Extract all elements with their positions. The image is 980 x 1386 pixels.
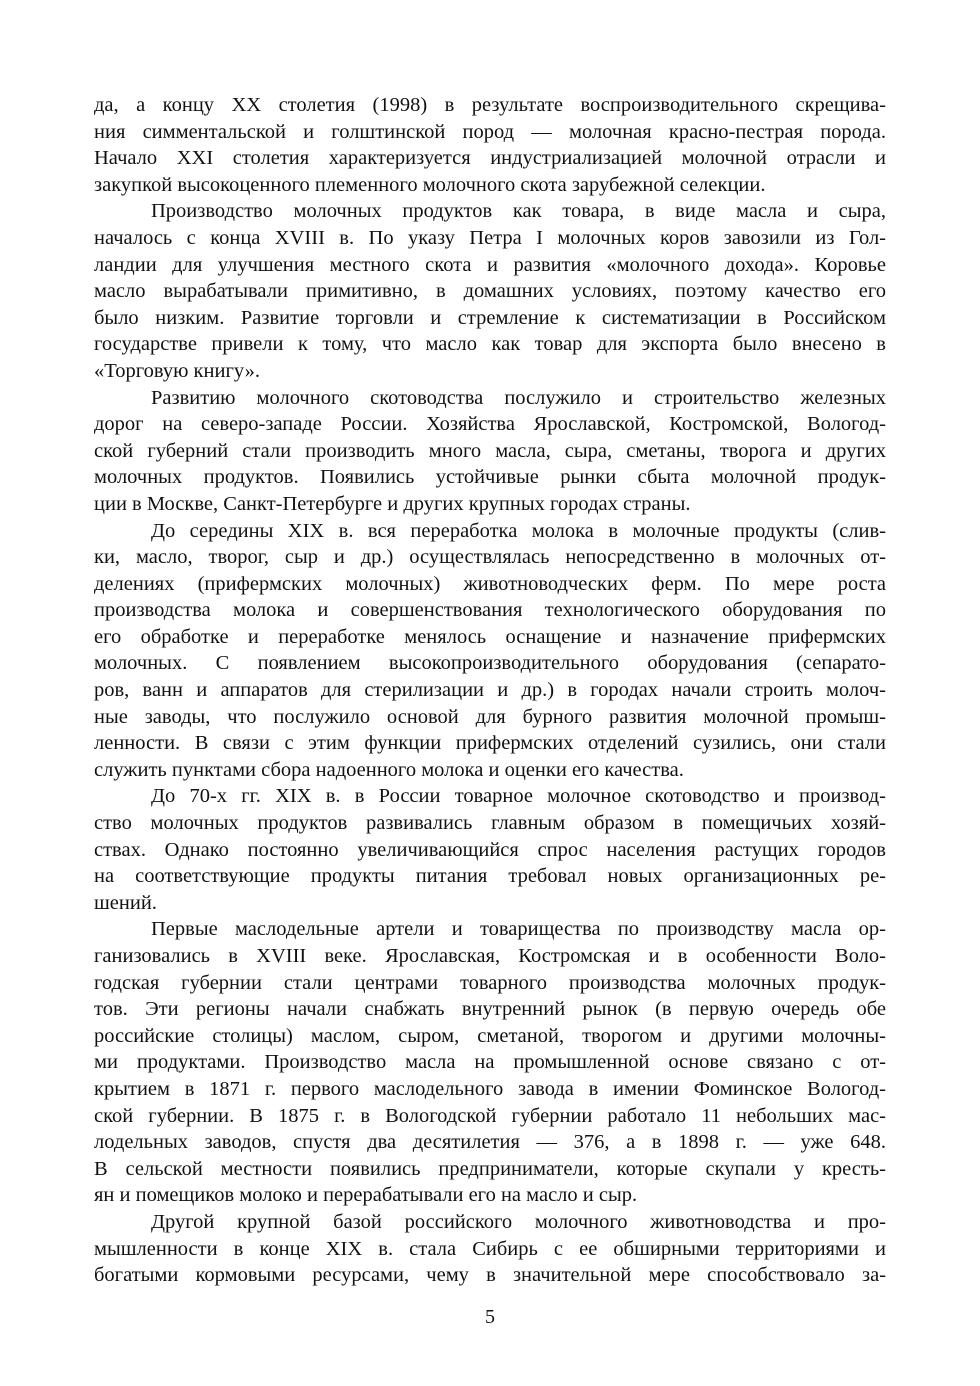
text-line: Другой крупной базой российского молочного животноводства и про- (151, 1210, 886, 1233)
text-line: ганизовались в XVIII веке. Ярославская, Костромская и в особенности Воло- (94, 945, 886, 967)
paragraph-5 (94, 783, 886, 916)
text-line: ции в Москве, Санкт-Петербурге и других крупных городах страны. (94, 492, 691, 515)
text-line: его обработке и переработке менялось оснащение и назначение прифермских (94, 625, 886, 648)
text-line: ствах. Однако постоянно увеличивающийся спрос населения растущих городов (94, 838, 886, 861)
text-line: было низким. Развитие торговли и стремление к систематизации в Российском (94, 306, 886, 329)
text-line: ния симментальской и голштинской пород — молочная красно-пестрая порода. (94, 120, 886, 143)
text-line: ской губернии. В 1875 г. в Вологодской губернии работало 11 небольших мас- (94, 1104, 886, 1127)
paragraph-7 (94, 1209, 886, 1289)
text-line: «Торговую книгу». (94, 359, 260, 382)
text-line: Производство молочных продуктов как товара, в виде масла и сыра, (151, 200, 886, 223)
page-text (94, 92, 886, 1289)
text-line: ми продуктами. Производство масла на промышленной основе связано с от- (94, 1051, 886, 1074)
text-line: молочных. С появлением высокопроизводительного оборудования (сепарато- (94, 652, 886, 675)
text-line: ян и помещиков молоко и перерабатывали его на масло и сыр. (94, 1184, 638, 1207)
page-number: 5 (485, 1306, 495, 1328)
text-line: ство молочных продуктов развивались главным образом в помещичьих хозяй- (94, 812, 886, 835)
text-line: Начало XXI столетия характеризуется индустриализацией молочной отрасли и (94, 147, 886, 170)
text-line: ные заводы, что послужило основой для бурного развития молочной промыш- (94, 705, 886, 728)
text-line: началось с конца XVIII в. По указу Петра I молочных коров завозили из Гол- (94, 226, 886, 249)
text-line: лодельных заводов, спустя два десятилетия — 376, а в 1898 г. — уже 648. (94, 1131, 886, 1154)
text-line: государстве привели к тому, что масло как товар для экспорта было внесено в (94, 333, 886, 356)
text-line: на соответствующие продукты питания требовал новых организационных ре- (94, 865, 886, 888)
text-line: крытием в 1871 г. первого маслодельного завода в имении Фоминское Вологод- (94, 1077, 886, 1100)
text-line: тов. Эти регионы начали снабжать внутренний рынок (в первую очередь обе (94, 998, 886, 1021)
text-line: ландии для улучшения местного скота и развития «молочного дохода». Коровье (94, 253, 886, 276)
text-line: производства молока и совершенствования технологического оборудования по (94, 599, 886, 622)
text-line: масло вырабатывали примитивно, в домашних условиях, поэтому качество его (94, 280, 886, 303)
text-line: годская губернии стали центрами товарного производства молочных продук- (94, 971, 886, 994)
paragraph-6 (94, 916, 886, 1209)
text-line: дорог на северо-западе России. Хозяйства Ярославской, Костромской, Вологод- (94, 413, 886, 436)
text-line: богатыми кормовыми ресурсами, чему в значительной мере способствовало за- (94, 1264, 886, 1287)
text-line: шений. (94, 891, 157, 914)
text-line: молочных продуктов. Появились устойчивые рынки сбыта молочной продук- (94, 466, 886, 489)
text-line: До 70-х гг. XIX в. в России товарное молочное скотоводство и производ- (151, 785, 886, 808)
text-line: До середины XIX в. вся переработка молока в молочные продукты (слив- (151, 519, 886, 542)
text-line: В сельской местности появились предприниматели, которые скупали у кресть- (94, 1157, 886, 1180)
text-line: Первые маслодельные артели и товарищества по производству масла ор- (151, 918, 886, 941)
text-line: ров, ванн и аппаратов для стерилизации и др.) в городах начали строить молоч- (94, 679, 886, 702)
text-line: делениях (прифермских молочных) животноводческих ферм. По мере роста (94, 572, 886, 595)
text-line: да, а концу XX столетия (1998) в результате воспроизводительного скрещива- (94, 94, 886, 116)
paragraph-1 (94, 92, 886, 198)
text-line: российские столицы) маслом, сыром, сметаной, творогом и другими молочны- (94, 1024, 886, 1047)
text-line: служить пунктами сбора надоенного молока и оценки его качества. (94, 758, 684, 781)
text-line: ленности. В связи с этим функции прифермских отделений сузились, они стали (94, 732, 886, 755)
text-line: Развитию молочного скотоводства послужило и строительство железных (151, 386, 886, 409)
text-line: мышленности в конце XIX в. стала Сибирь с ее обширными территориями и (94, 1237, 886, 1260)
text-line: закупкой высокоценного племенного молочного скота зарубежной селекции. (94, 173, 766, 196)
paragraph-4 (94, 518, 886, 784)
text-line: ской губерний стали производить много масла, сыра, сметаны, творога и других (94, 439, 886, 462)
paragraph-2 (94, 198, 886, 384)
paragraph-3 (94, 385, 886, 518)
text-line: ки, масло, творог, сыр и др.) осуществлялась непосредственно в молочных от- (94, 546, 886, 569)
